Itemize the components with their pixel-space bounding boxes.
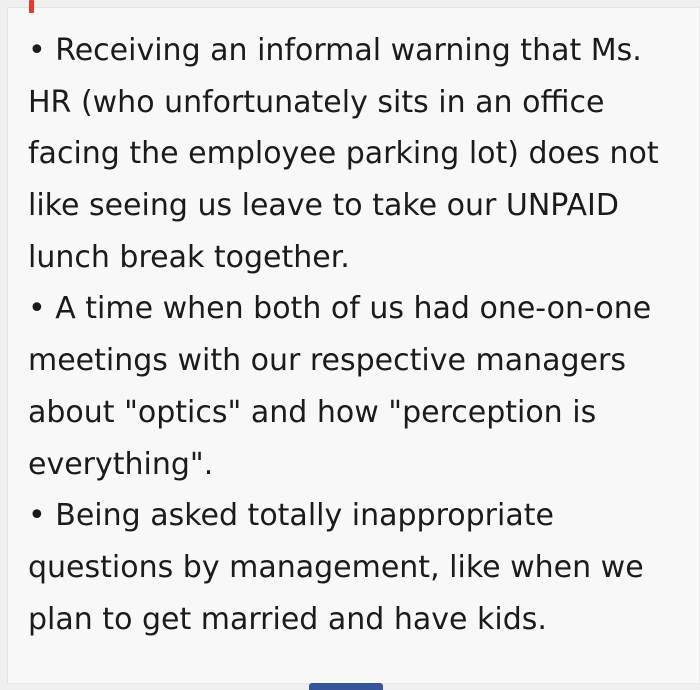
text-line: questions by management, like when we xyxy=(28,549,644,585)
blue-crop-marker xyxy=(309,683,383,690)
text-line: like seeing us leave to take our UNPAID xyxy=(28,188,619,224)
text-line: lunch break together. xyxy=(28,239,350,275)
text-line: plan to get married and have kids. xyxy=(28,601,547,637)
text-line: HR (who unfortunately sits in an office xyxy=(28,84,605,120)
text-line: • Being asked totally inappropriate xyxy=(28,498,554,534)
text-line: everything". xyxy=(28,446,214,482)
text-line: about "optics" and how "perception is xyxy=(28,394,597,430)
text-line: • A time when both of us had one-on-one xyxy=(28,291,652,327)
text-line: • Receiving an informal warning that Ms. xyxy=(28,33,642,68)
text-line: facing the employee parking lot) does not xyxy=(28,136,659,172)
text-line: meetings with our respective managers xyxy=(28,343,626,379)
